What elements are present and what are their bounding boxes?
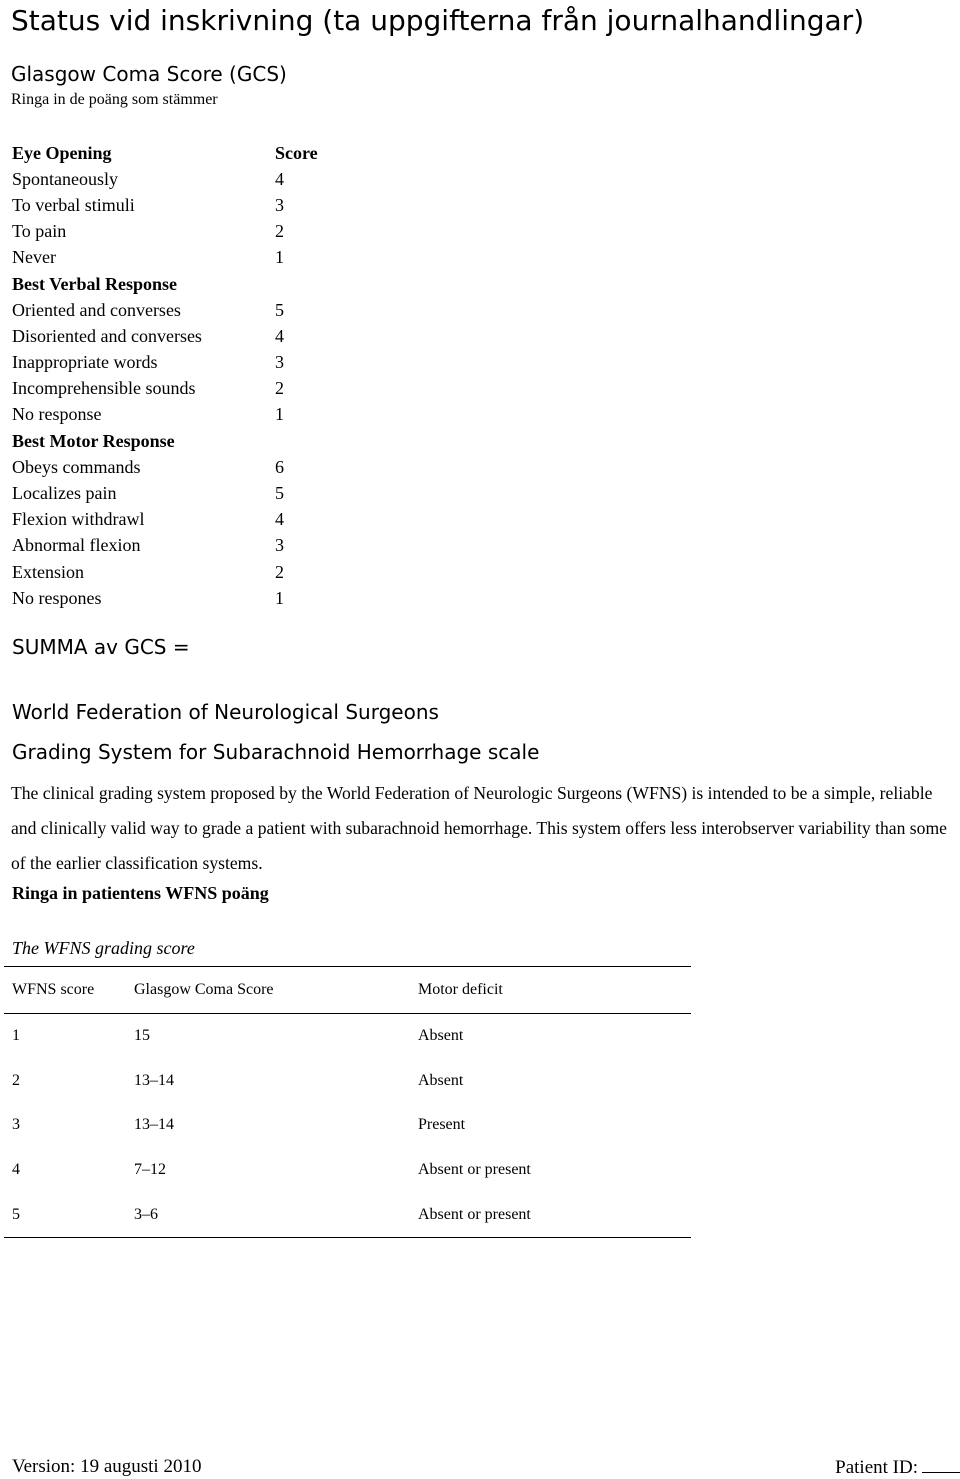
wfns-score-cell: 4: [12, 1161, 20, 1179]
gcs-range-cell: 3–6: [134, 1205, 158, 1223]
wfns-score-cell: 3: [12, 1116, 20, 1134]
wfns-table-header: [4, 967, 691, 1013]
wfns-table-row[interactable]: [4, 1014, 691, 1059]
gcs-range-cell: 7–12: [134, 1161, 166, 1179]
gcs-row-label: Extension: [12, 561, 84, 582]
gcs-category-row: [12, 428, 332, 454]
wfns-table-caption: The WFNS grading score: [12, 938, 195, 958]
gcs-row-label: Eye Opening: [12, 142, 112, 163]
gcs-option-row[interactable]: [12, 297, 332, 323]
wfns-title: World Federation of Neurological Surgeons: [12, 700, 439, 724]
gcs-row-label: Flexion withdrawl: [12, 509, 145, 530]
gcs-row-label: Incomprehensible sounds: [12, 378, 196, 399]
gcs-row-score[interactable]: 1: [275, 247, 284, 268]
gcs-row-score[interactable]: 4: [275, 325, 284, 346]
motor-deficit-cell: Present: [418, 1116, 466, 1134]
gcs-row-label: Best Motor Response: [12, 430, 175, 451]
gcs-section-title: Glasgow Coma Score (GCS): [11, 62, 287, 86]
wfns-description: The clinical grading system proposed by the World Federation of Neurologic Surgeons (WFNS) is intended to be a simple, reliable and clinically valid way to grade a patient with subarachnoid hemorrhage. This system offers less interobserver variability than some of the earlier classification systems.: [11, 783, 947, 873]
gcs-option-row[interactable]: [12, 402, 332, 428]
footer-patient-id: [835, 1456, 960, 1479]
wfns-instruction: Ringa in patientens WFNS poäng: [12, 883, 269, 903]
patient-id-field[interactable]: [922, 1456, 960, 1473]
gcs-row-label: Disoriented and converses: [12, 325, 202, 346]
motor-deficit-cell: Absent or present: [418, 1161, 531, 1179]
gcs-option-row[interactable]: [12, 480, 332, 506]
gcs-row-score[interactable]: 1: [275, 587, 284, 608]
gcs-row-score[interactable]: 5: [275, 299, 284, 320]
gcs-category-row: [12, 140, 332, 166]
wfns-table-row[interactable]: [4, 1059, 691, 1104]
gcs-row-label: Inappropriate words: [12, 352, 158, 373]
page-title: Status vid inskrivning (ta uppgifterna från journalhandlingar): [11, 4, 865, 37]
gcs-row-score[interactable]: 3: [275, 194, 284, 215]
gcs-range-cell: 13–14: [134, 1116, 174, 1134]
gcs-row-label: No response: [12, 404, 102, 425]
gcs-option-row[interactable]: [12, 245, 332, 271]
wfns-table-row[interactable]: [4, 1103, 691, 1148]
gcs-row-score[interactable]: 3: [275, 535, 284, 556]
gcs-range-cell: 13–14: [134, 1071, 174, 1089]
gcs-option-row[interactable]: [12, 166, 332, 192]
gcs-row-label: Best Verbal Response: [12, 273, 178, 294]
gcs-row-label: Oriented and converses: [12, 299, 181, 320]
gcs-option-row[interactable]: [12, 454, 332, 480]
gcs-option-row[interactable]: [12, 323, 332, 349]
gcs-option-row[interactable]: [12, 350, 332, 376]
gcs-row-label: Never: [12, 247, 56, 268]
gcs-range-cell: 15: [134, 1027, 150, 1045]
wfns-score-cell: 2: [12, 1071, 20, 1089]
gcs-row-score[interactable]: 2: [275, 221, 284, 242]
gcs-row-score[interactable]: 4: [275, 509, 284, 530]
footer-version: Version: 19 augusti 2010: [12, 1456, 202, 1477]
wfns-subtitle: Grading System for Subarachnoid Hemorrhage scale: [12, 740, 540, 764]
gcs-option-row[interactable]: [12, 507, 332, 533]
gcs-row-score: Score: [275, 142, 318, 163]
gcs-row-score[interactable]: 2: [275, 378, 284, 399]
wfns-table-body: [4, 1014, 691, 1237]
wfns-grading-table: [4, 966, 691, 1238]
motor-deficit-cell: Absent or present: [418, 1205, 531, 1223]
gcs-row-label: Spontaneously: [12, 168, 118, 189]
gcs-option-row[interactable]: [12, 376, 332, 402]
gcs-row-label: Abnormal flexion: [12, 535, 141, 556]
wfns-score-cell: 1: [12, 1027, 20, 1045]
gcs-option-row[interactable]: [12, 533, 332, 559]
wfns-score-cell: 5: [12, 1205, 20, 1223]
gcs-row-label: Localizes pain: [12, 483, 117, 504]
gcs-row-score[interactable]: 4: [275, 168, 284, 189]
motor-deficit-cell: Absent: [418, 1027, 464, 1045]
gcs-row-score[interactable]: 1: [275, 404, 284, 425]
gcs-row-score[interactable]: 6: [275, 456, 284, 477]
wfns-table-row[interactable]: [4, 1192, 691, 1237]
gcs-sum-label: SUMMA av GCS =: [12, 635, 190, 659]
gcs-row-score[interactable]: 5: [275, 483, 284, 504]
gcs-row-label: No respones: [12, 587, 102, 608]
gcs-row-score[interactable]: 3: [275, 352, 284, 373]
gcs-option-row[interactable]: [12, 559, 332, 585]
gcs-row-score[interactable]: 2: [275, 561, 284, 582]
column-header-wfns-score: WFNS score: [12, 981, 95, 998]
table-bottom-rule: [4, 1237, 691, 1238]
gcs-score-table: [12, 140, 332, 611]
wfns-table-row[interactable]: [4, 1148, 691, 1193]
column-header-motor-deficit: Motor deficit: [418, 981, 503, 998]
gcs-instruction: Ringa in de poäng som stämmer: [11, 91, 218, 108]
gcs-option-row[interactable]: [12, 192, 332, 218]
patient-id-label: Patient ID:: [835, 1457, 918, 1478]
gcs-option-row[interactable]: [12, 585, 332, 611]
motor-deficit-cell: Absent: [418, 1071, 464, 1089]
gcs-category-row: [12, 271, 332, 297]
column-header-gcs: Glasgow Coma Score: [134, 981, 274, 998]
gcs-row-label: To pain: [12, 221, 67, 242]
gcs-row-label: Obeys commands: [12, 456, 141, 477]
gcs-option-row[interactable]: [12, 219, 332, 245]
gcs-row-label: To verbal stimuli: [12, 194, 135, 215]
